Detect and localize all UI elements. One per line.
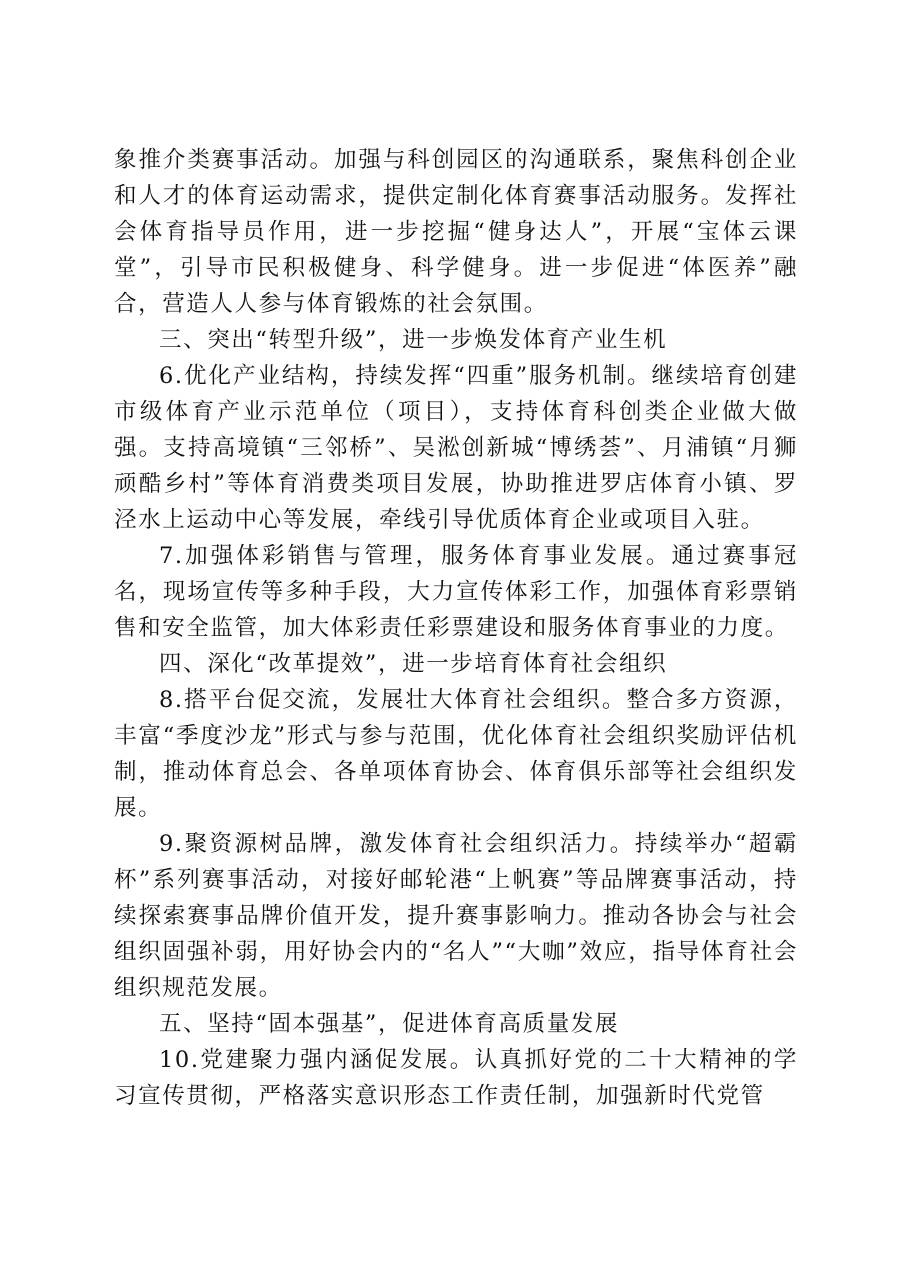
paragraph-continuation: 象推介类赛事活动。加强与科创园区的沟通联系，聚焦科创企业和人才的体育运动需求，提供定制化体育赛事活动服务。发挥社会体育指导员作用，进一步挖掘“健身达人”，开展“宝体云课堂”，引导市民积极健身、科学健身。进一步促进“体医养”融合，营造人人参与体育锻炼的社会氛围。 — [114, 147, 798, 317]
section-heading-3: 三、突出“转型升级”，进一步焕发体育产业生机 — [159, 327, 668, 353]
paragraph-item-7: 7.加强体彩销售与管理，服务体育事业发展。通过赛事冠名，现场宣传等多种手段，大力宣传体彩工作，加强体育彩票销售和安全监管，加大体彩责任彩票建设和服务体育事业的力度。 — [114, 543, 798, 641]
section-heading-4: 四、深化“改革提效”，进一步培育体育社会组织 — [159, 651, 668, 677]
document-body — [114, 142, 798, 1114]
paragraph-item-9: 9.聚资源树品牌，激发体育社会组织活力。持续举办“超霸杯”系列赛事活动，对接好邮轮港“上帆赛”等品牌赛事活动，持续探索赛事品牌价值开发，提升赛事影响力。推动各协会与社会组织固强补弱，用好协会内的“名人”“大咖”效应，指导体育社会组织规范发展。 — [114, 831, 798, 1001]
paragraph-item-6: 6.优化产业结构，持续发挥“四重”服务机制。继续培育创建市级体育产业示范单位（项目），支持体育科创类企业做大做强。支持高境镇“三邻桥”、吴淞创新城“博绣荟”、月浦镇“月狮顽酷乡村”等体育消费类项目发展，协助推进罗店体育小镇、罗泾水上运动中心等发展，牵线引导优质体育企业或项目入驻。 — [114, 363, 798, 533]
paragraph-item-8: 8.搭平台促交流，发展壮大体育社会组织。整合多方资源，丰富“季度沙龙”形式与参与范围，优化体育社会组织奖励评估机制，推动体育总会、各单项体育协会、体育俱乐部等社会组织发展。 — [114, 687, 798, 821]
section-heading-5: 五、坚持“固本强基”，促进体育高质量发展 — [159, 1011, 620, 1037]
paragraph-item-10: 10.党建聚力强内涵促发展。认真抓好党的二十大精神的学习宣传贯彻，严格落实意识形态工作责任制，加强新时代党管 — [114, 1047, 798, 1109]
